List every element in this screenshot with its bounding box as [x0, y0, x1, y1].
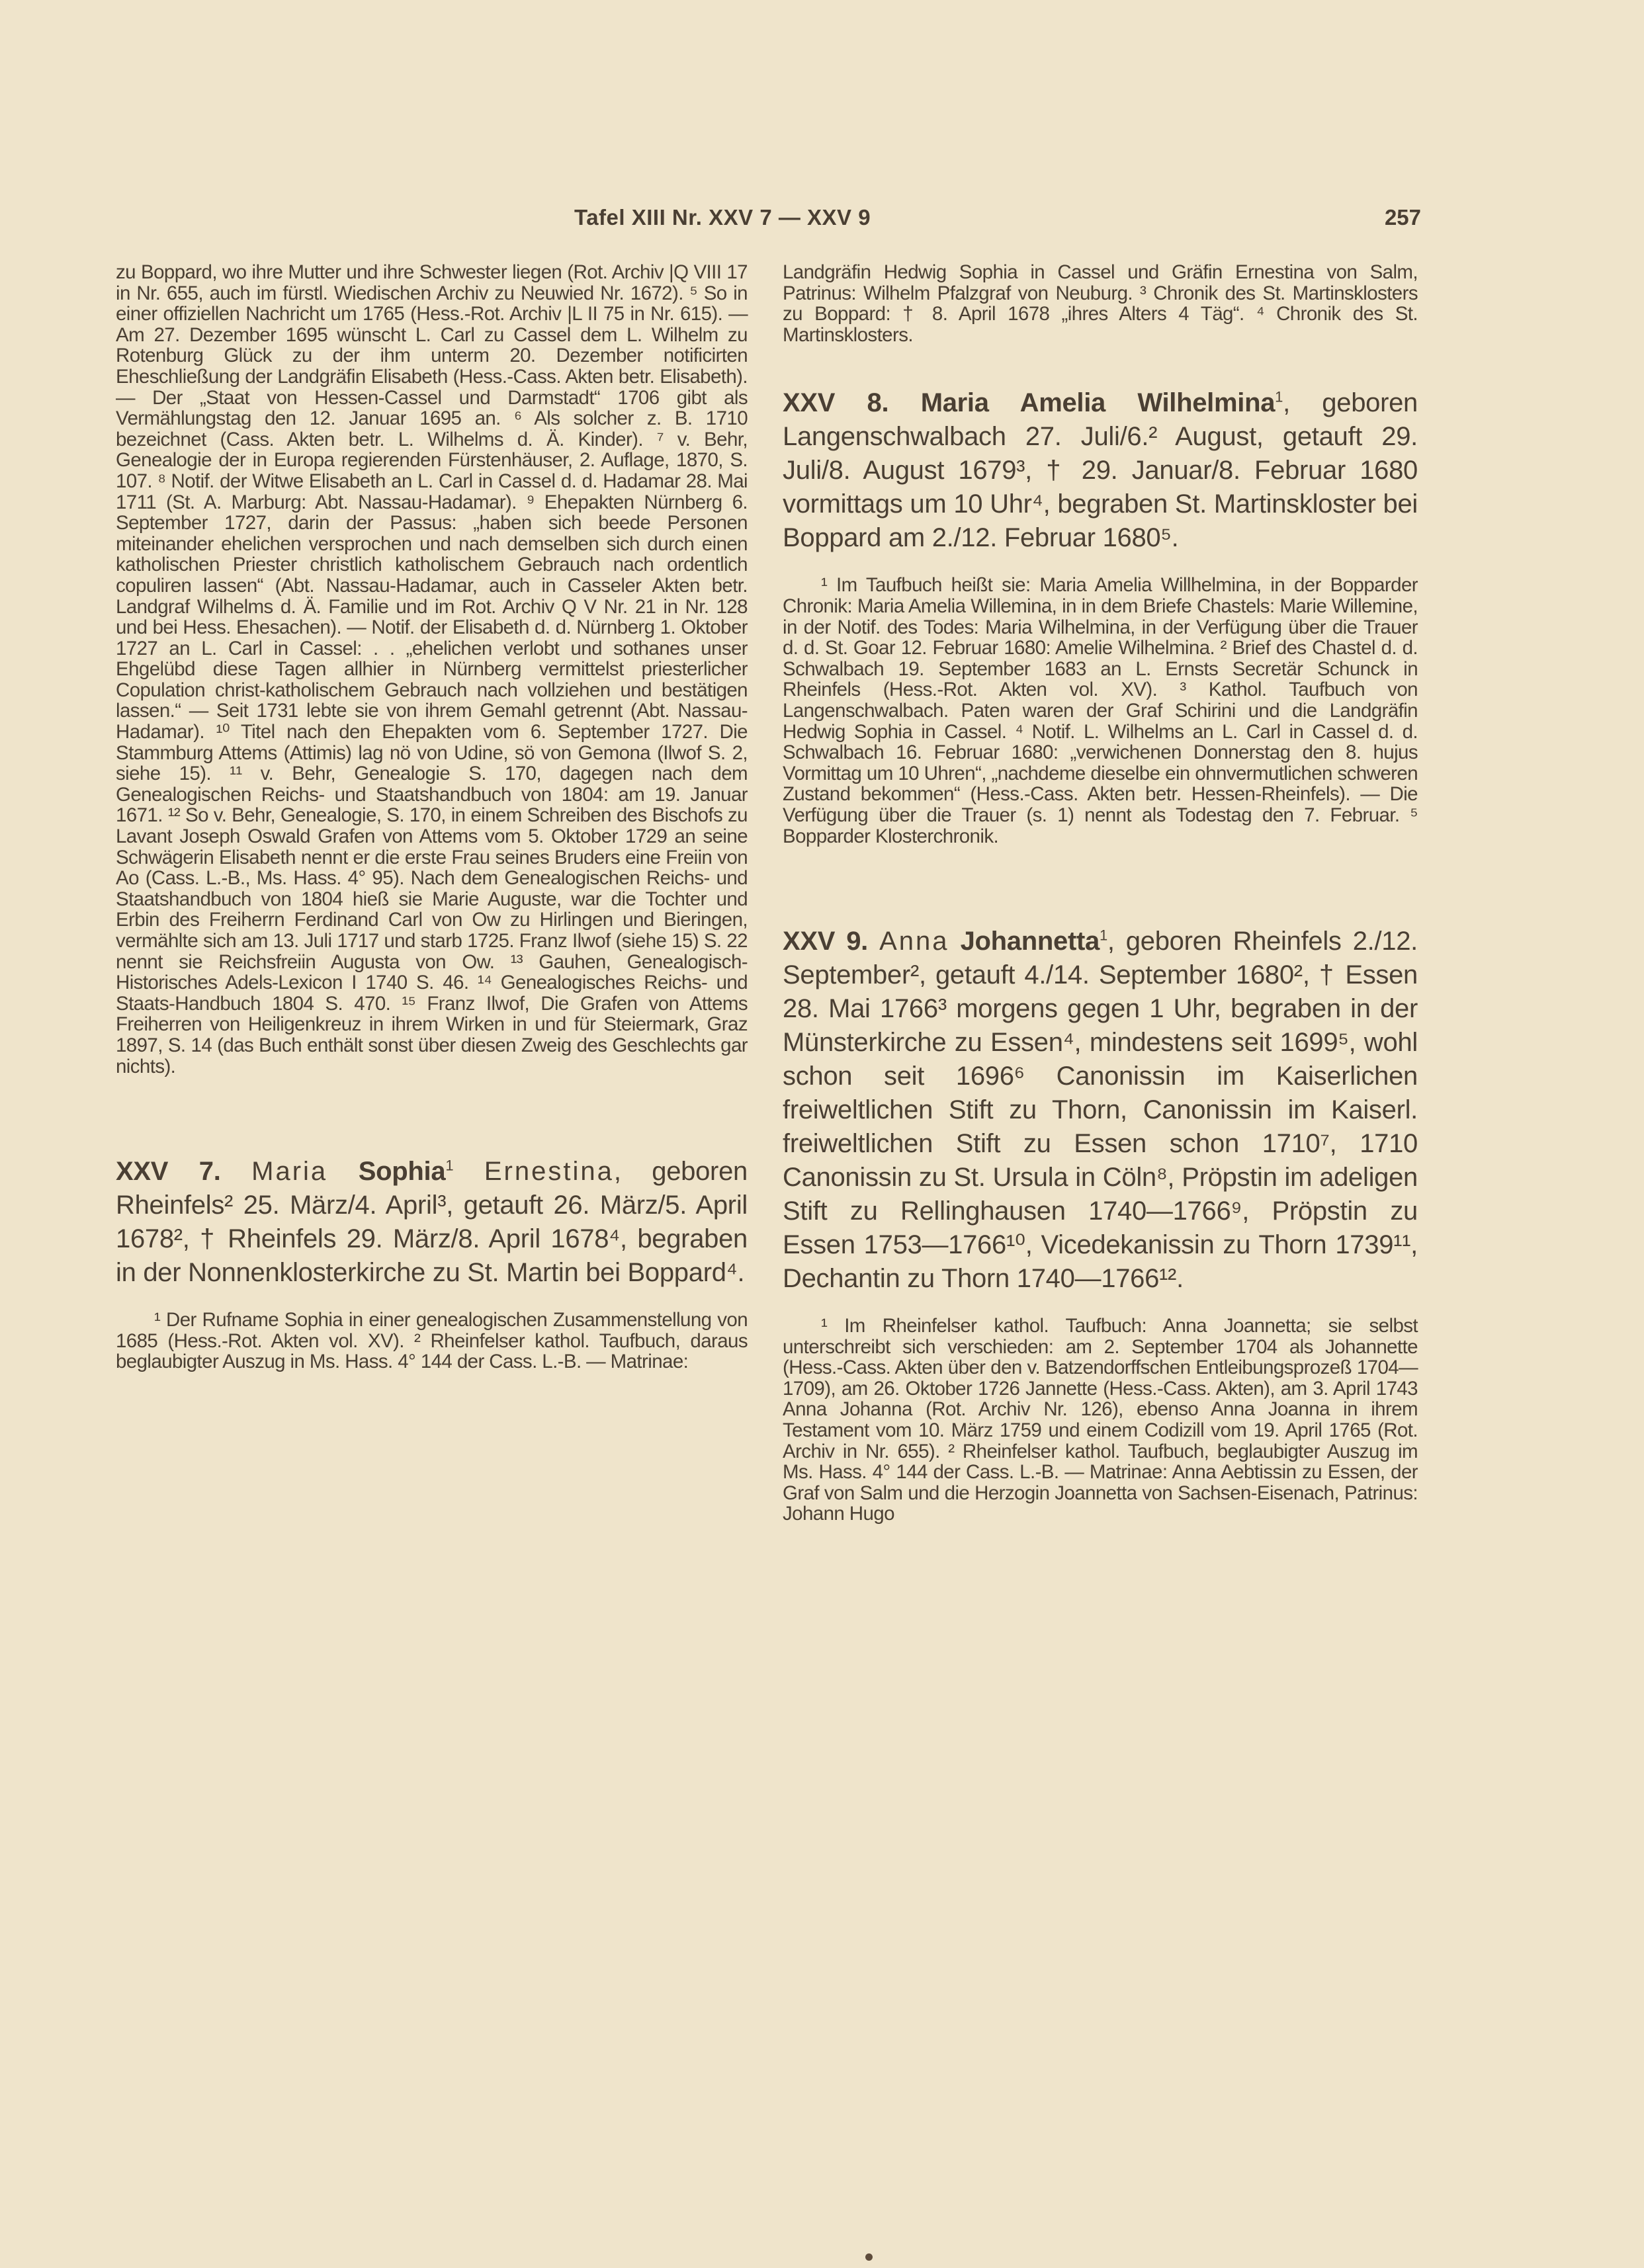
footnote-ref: 1: [1275, 389, 1283, 406]
entry-number: XXV 9.: [783, 927, 868, 956]
call-name: Sophia: [358, 1157, 446, 1187]
left-column: [116, 262, 748, 1372]
spacer: [783, 555, 1418, 575]
footnote-ref: 1: [445, 1157, 454, 1174]
entry-text: , geboren Rheinfels² 25. März/4. April³, getauft 26. März/5. April 1678², † Rheinfels 29. März/8. April 1678⁴, begraben in der Nonnenklosterkirche zu St. Martin bei Boppard⁴.: [116, 1157, 748, 1288]
call-name: Maria Amelia Wilhelmina: [920, 388, 1276, 418]
footnotes-xxv7: ¹ Der Rufname Sophia in einer genealogischen Zusammenstellung von 1685 (Hess.-Rot. Akten vol. XV). ² Rheinfelser kathol. Taufbuch, daraus beglaubigter Auszug in Ms. Hass. 4° 144 der Cass. L.-B. — Matrinae:: [116, 1309, 748, 1373]
entry-number: XXV 7.: [116, 1157, 221, 1187]
spacer: [116, 1290, 748, 1310]
footnotes-xxv9: ¹ Im Rheinfelser kathol. Taufbuch: Anna Joannetta; sie selbst unterschreibt sich verschieden: am 2. September 1704 als Johannette (Hess.-Cass. Akten über den v. Batzendorffschen Entleibungsprozeß 1704—1709), am 26. Oktober 1726 Jannette (Hess.-Cass. Akten), am 3. April 1743 Anna Johanna (Rot. Archiv Nr. 126), ebenso Anna Joanna in ihrem Testament vom 10. März 1759 und einem Codizill vom 19. April 1765 (Rot. Archiv in Nr. 655). ² Rheinfelser kathol. Taufbuch, beglaubigter Auszug im Ms. Hass. 4° 144 der Cass. L.-B. — Matrinae: Anna Aebtissin zu Essen, der Graf von Salm und die Herzogin Joannetta von Sachsen-Eisenach, Patrinus: Johann Hugo: [783, 1315, 1418, 1525]
footnote-ref: 1: [1099, 927, 1107, 944]
spacer: [783, 1296, 1418, 1316]
given-name: Ernestina: [484, 1157, 614, 1187]
right-column: [783, 262, 1418, 1525]
entry-xxv9: [783, 925, 1418, 1296]
ink-dot: [865, 2253, 873, 2261]
call-name: Johannetta: [960, 927, 1100, 956]
running-head: Tafel XIII Nr. XXV 7 — XXV 9: [574, 205, 871, 230]
continued-footnotes-xxv6: zu Boppard, wo ihre Mutter und ihre Schwester liegen (Rot. Archiv |Q VIII 17 in Nr. 655, auch im fürstl. Wiedischen Archiv zu Neuwied Nr. 1672). ⁵ So in einer offiziellen Nachricht um 1765 (Hess.-Rot. Archiv |L II 75 in Nr. 615). — Am 27. Dezember 1695 wünscht L. Carl zu Cassel dem L. Wilhelm zu Rotenburg Glück zu der ihm unterm 20. Dezember notificirten Eheschließung der Landgräfin Elisabeth (Hess.-Cass. Akten betr. Elisabeth). — Der „Staat von Hessen-Cassel und Darmstadt“ 1706 gibt als Vermählungstag den 12. Januar 1695 an. ⁶ Als solcher z. B. 1710 bezeichnet (Cass. Akten betr. L. Wilhelms d. Ä. Kinder). ⁷ v. Behr, Genealogie der in Europa regierenden Fürstenhäuser, 2. Auflage, 1870, S. 107. ⁸ Notif. der Witwe Elisabeth an L. Carl in Cassel d. d. Hadamar 28. Mai 1711 (St. A. Marburg: Abt. Nassau-Hadamar). ⁹ Ehepakten Nürnberg 6. September 1727, darin der Passus: „haben sich beede Personen miteinander ehelichen versprochen und nach demselben sich durch einen katholischen Priester christlich katholischem Gebrauch nach ordentlich copuliren lassen“ (Abt. Nassau-Hadamar, auch in Casseler Akten betr. Landgraf Wilhelms d. Ä. Familie und im Rot. Archiv Q V Nr. 21 in Nr. 128 und bei Hess. Ehesachen). — Notif. der Elisabeth d. d. Nürnberg 1. Oktober 1727 an L. Carl in Cassel: . . „ehelichen verlobt und sothanes unser Ehgelübd diese Tagen allhier in Nürnberg vermittelst priesterlicher Copulation christ-katholischem Gebrauch nach vollziehen und bestätigen lassen.“ — Seit 1731 lebte sie von ihrem Gemahl getrennt (Abt. Nassau-Hadamar). ¹⁰ Titel nach den Ehepakten vom 6. September 1727. Die Stammburg Attems (Attimis) lag nö von Udine, sö von Gemona (Ilwof S. 2, siehe 15). ¹¹ v. Behr, Genealogie S. 170, dagegen nach dem Genealogischen Reichs- und Staatshandbuch von 1804: am 19. Januar 1671. ¹² So v. Behr, Genealogie, S. 170, in einem Schreiben des Bischofs zu Lavant Joseph Oswald Grafen von Attems vom 5. Oktober 1729 an seine Schwägerin Elisabeth nennt er die erste Frau seines Bruders eine Freiin von Ao (Cass. L.-B., Ms. Hass. 4° 95). Nach dem Genealogischen Reichs- und Staatshandbuch von 1804 hieß sie Marie Auguste, war die Tochter und Erbin des Freiherrn Ferdinand Carl von Ow zu Hirlingen und Bieringen, vermählte sich am 13. Juli 1717 und starb 1725. Franz Ilwof (siehe 15) S. 22 nennt sie Reichsfreiin Augusta von Ow. ¹³ Gauhen, Genealogisch-Historisches Adels-Lexicon I 1740 S. 46. ¹⁴ Genealogisches Reichs- und Staats-Handbuch 1804 S. 470. ¹⁵ Franz Ilwof, Die Grafen von Attems Freiherren von Heiligenkreuz in ihrem Wirken in und für Steiermark, Graz 1897, S. 14 (das Buch enthält sonst über diesen Zweig des Geschlechts gar nichts).: [116, 261, 748, 1077]
given-name: Anna: [879, 927, 949, 956]
continued-footnotes-xxv7: Landgräfin Hedwig Sophia in Cassel und Gräfin Ernestina von Salm, Patrinus: Wilhelm Pfalzgraf von Neuburg. ³ Chronik des St. Martinsklosters zu Boppard: † 8. April 1678 „ihres Alters 4 Täg“. ⁴ Chronik des St. Martinsklosters.: [783, 261, 1418, 346]
entry-xxv8: [783, 386, 1418, 555]
spacer: [116, 1077, 748, 1155]
entry-xxv7: [116, 1155, 748, 1290]
page-header: [164, 205, 1421, 238]
given-name: Maria: [251, 1157, 328, 1187]
entry-text: , geboren Langenschwalbach 27. Juli/6.² August, getauft 29. Juli/8. August 1679³, † 29. Januar/8. Februar 1680 vormittags um 10 Uhr⁴, begraben St. Martinskloster bei Boppard am 2./12. Februar 1680⁵.: [783, 388, 1418, 553]
spacer: [783, 847, 1418, 925]
spacer: [783, 345, 1418, 386]
page-number: 257: [1384, 205, 1421, 230]
entry-number: XXV 8.: [783, 388, 889, 418]
entry-text: , geboren Rheinfels 2./12. September², getauft 4./14. September 1680², † Essen 28. Mai 1766³ morgens gegen 1 Uhr, begraben in der Münsterkirche zu Essen⁴, mindestens seit 1699⁵, wohl schon seit 1696⁶ Canonissin im Kaiserlichen freiweltlichen Stift zu Thorn, Canonissin im Kaiserl. freiweltlichen Stift zu Essen schon 1710⁷, 1710 Canonissin zu St. Ursula in Cöln⁸, Pröpstin im adeligen Stift zu Rellinghausen 1740—1766⁹, Pröpstin zu Essen 1753—1766¹⁰, Vicedekanissin zu Thorn 1739¹¹, Dechantin zu Thorn 1740—1766¹².: [783, 927, 1418, 1294]
footnotes-xxv8: ¹ Im Taufbuch heißt sie: Maria Amelia Willhelmina, in der Bopparder Chronik: Maria Amelia Willemina, in in dem Briefe Chastels: Marie Willemine, in der Notif. des Todes: Maria Wilhelmina, in der Verfügung über die Trauer d. d. St. Goar 12. Februar 1680: Amelie Wilhelmina. ² Brief des Chastel d. d. Schwalbach 19. September 1683 an L. Ernsts Secretär Schunck in Rheinfels (Hess.-Rot. Akten vol. XV). ³ Kathol. Taufbuch von Langenschwalbach. Paten waren der Graf Schirini und die Landgräfin Hedwig Sophia in Cassel. ⁴ Notif. L. Wilhelms an L. Carl in Cassel d. d. Schwalbach 16. Februar 1680: „verwichenen Donnerstag den 8. hujus Vormittag um 10 Uhren“, „nachdeme dieselbe ein ohnvermutlichen schweren Zustand bekommen“ (Hess.-Cass. Akten betr. Hessen-Rheinfels). — Die Verfügung über die Trauer (s. 1) nennt als Todestag den 7. Februar. ⁵ Bopparder Klosterchronik.: [783, 574, 1418, 847]
